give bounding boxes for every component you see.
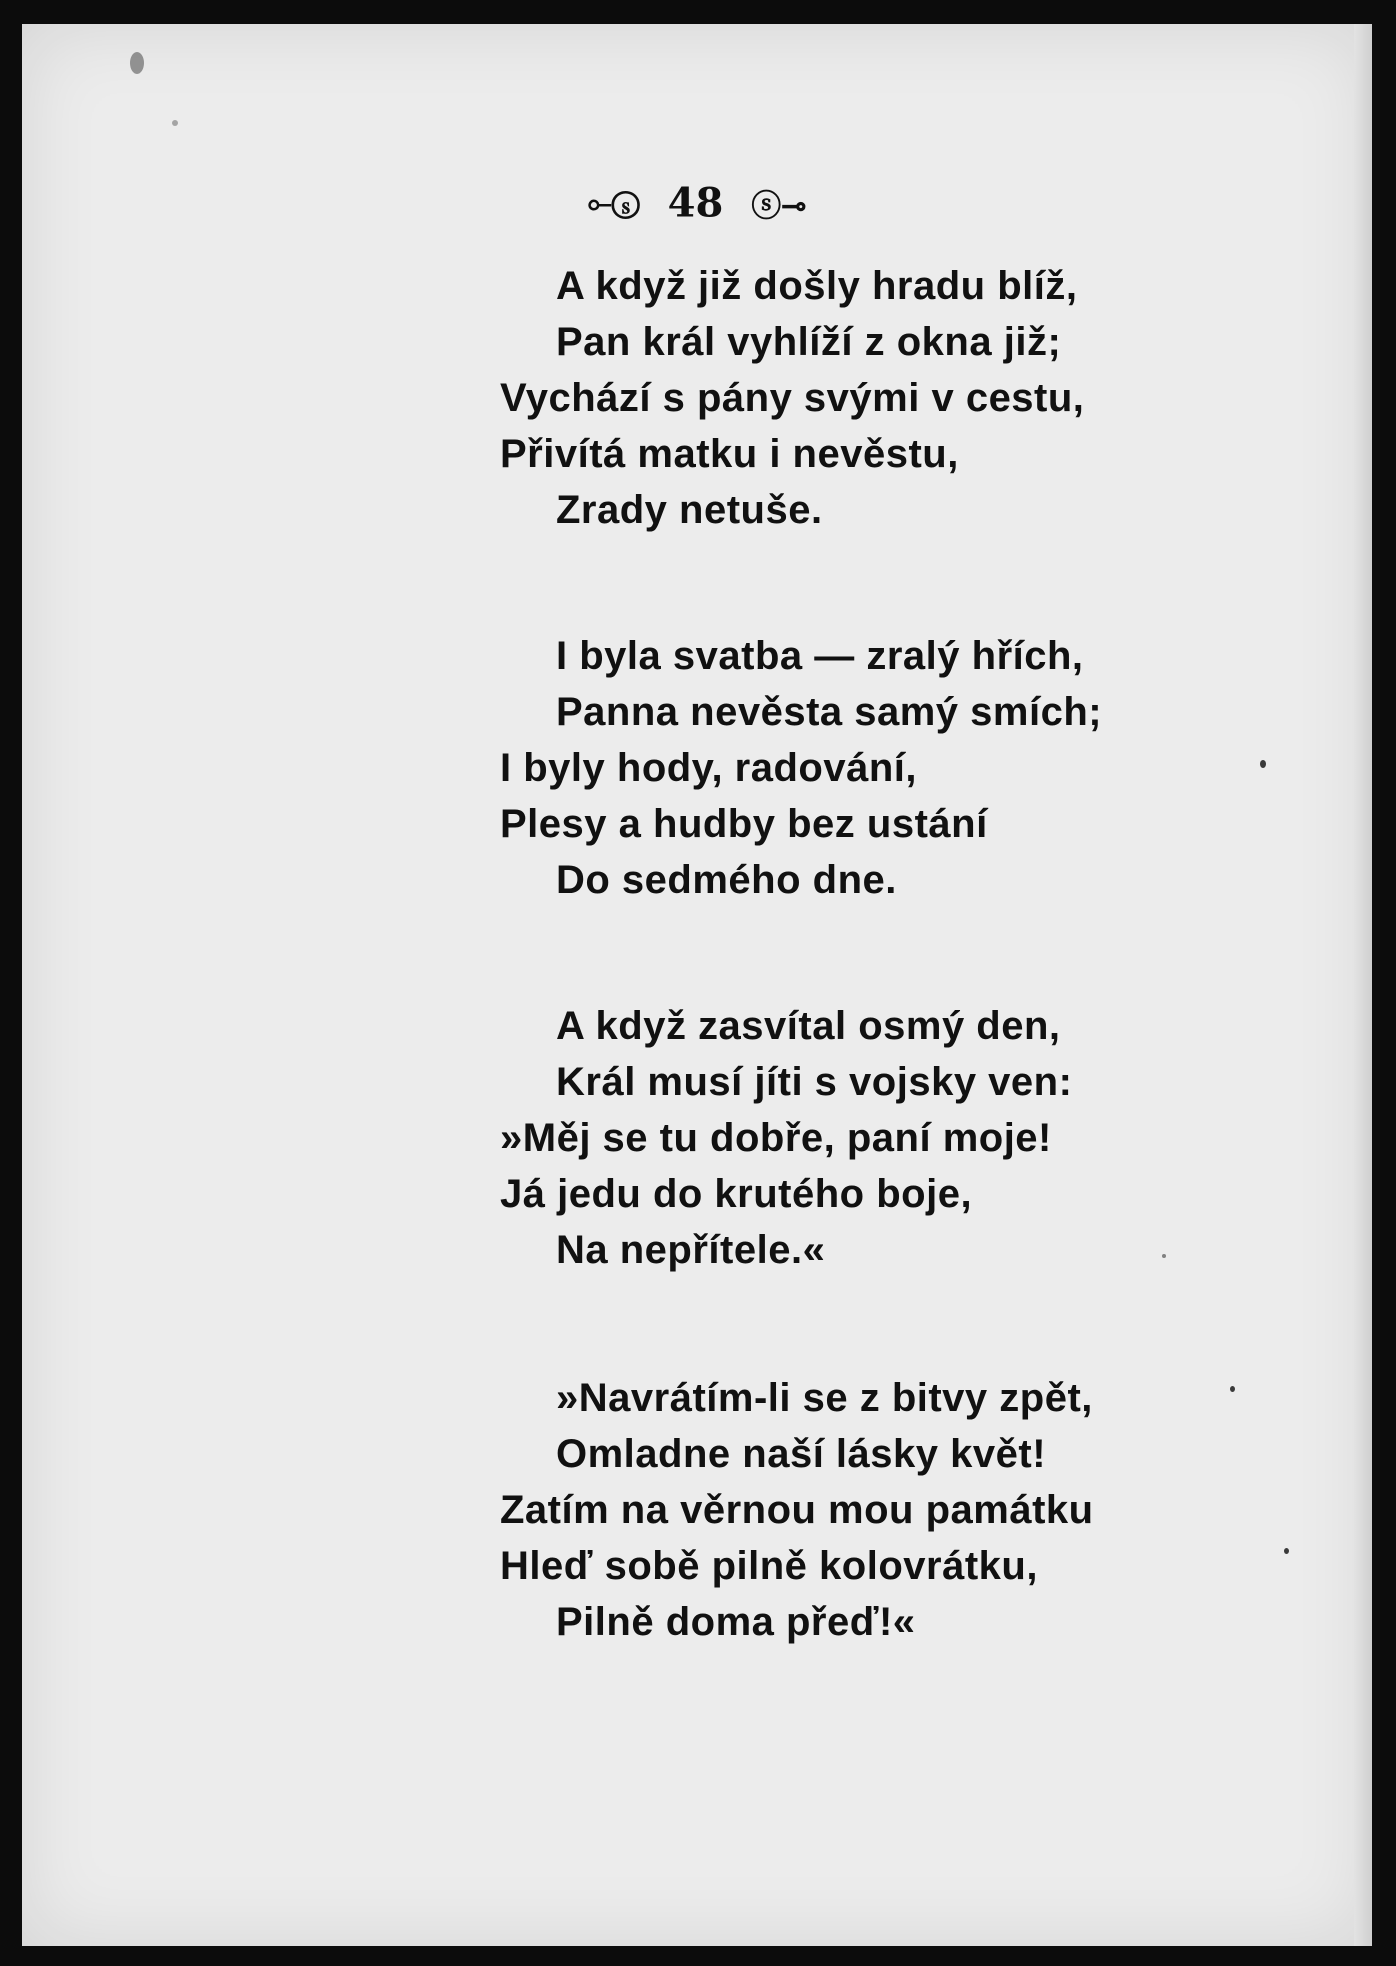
- verse-line: Panna nevěsta samý smích;: [556, 690, 1103, 734]
- page-edge: [1354, 24, 1372, 1946]
- verse-line: Do sedmého dne.: [556, 858, 897, 902]
- print-speck: [130, 52, 144, 74]
- verse-line: A když již došly hradu blíž,: [556, 264, 1078, 308]
- verse-line: Král musí jíti s vojsky ven:: [556, 1060, 1073, 1104]
- verse-line: Pilně doma přeď!«: [556, 1600, 916, 1644]
- verse-line: A když zasvítal osmý den,: [556, 1004, 1061, 1048]
- stanza-3: [500, 998, 1140, 1278]
- stanza-2: [500, 628, 1140, 908]
- verse-line: Já jedu do krutého boje,: [500, 1172, 973, 1216]
- verse-line: Vychází s pány svými v cestu,: [500, 376, 1085, 420]
- page-number: 48: [667, 179, 724, 227]
- verse-line: Plesy a hudby bez ustání: [500, 802, 988, 846]
- print-speck: [1162, 1254, 1166, 1258]
- verse-line: »Měj se tu dobře, paní moje!: [500, 1116, 1052, 1160]
- print-speck: [1230, 1386, 1235, 1392]
- stanza-1: [500, 258, 1140, 538]
- verse-line: I byly hody, radování,: [500, 746, 918, 790]
- print-speck: [1284, 1548, 1289, 1554]
- ornament-left-icon: ⟜ⓢ: [587, 185, 640, 221]
- ornament-right-icon: ⓢ⊸: [751, 189, 807, 224]
- book-page: [22, 24, 1372, 1946]
- verse-line: Omladne naší lásky květ!: [556, 1432, 1047, 1476]
- stanza-4: [500, 1370, 1140, 1650]
- verse-line: Hleď sobě pilně kolovrátku,: [500, 1544, 1038, 1588]
- print-speck: [172, 120, 178, 126]
- verse-line: Zatím na věrnou mou památku: [500, 1488, 1094, 1532]
- verse-line: »Navrátím-li se z bitvy zpět,: [556, 1376, 1093, 1420]
- verse-line: Na nepřítele.«: [556, 1228, 826, 1272]
- verse-line: Zrady netuše.: [556, 488, 823, 532]
- page-header: [22, 176, 1372, 227]
- verse-line: Pan král vyhlíží z okna již;: [556, 320, 1062, 364]
- verse-line: I byla svatba — zralý hřích,: [556, 634, 1084, 678]
- print-speck: [1260, 760, 1266, 768]
- verse-line: Přivítá matku i nevěstu,: [500, 432, 959, 476]
